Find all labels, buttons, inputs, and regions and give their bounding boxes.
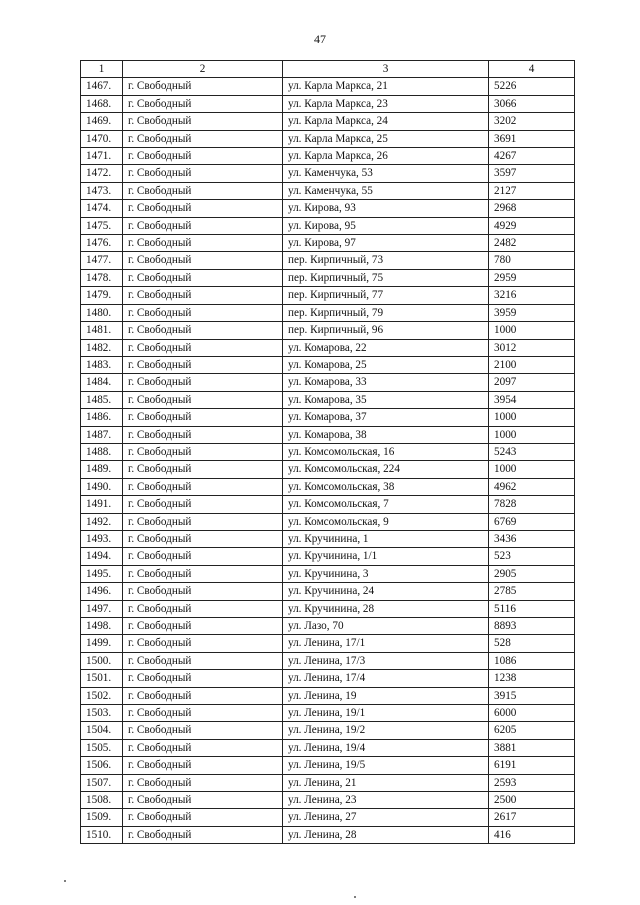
address-cell: ул. Кручинина, 1/1: [283, 548, 489, 565]
address-cell: ул. Ленина, 19: [283, 687, 489, 704]
value-cell: 4267: [489, 148, 575, 165]
city-cell: г. Свободный: [123, 391, 283, 408]
data-table: [80, 60, 575, 844]
table-row: [81, 600, 575, 617]
table-row: [81, 705, 575, 722]
city-cell: г. Свободный: [123, 652, 283, 669]
row-number: 1507.: [81, 774, 123, 791]
row-number: 1467.: [81, 78, 123, 95]
row-number: 1471.: [81, 148, 123, 165]
table-row: [81, 304, 575, 321]
table-row: [81, 148, 575, 165]
address-cell: ул. Комсомольская, 7: [283, 496, 489, 513]
city-cell: г. Свободный: [123, 705, 283, 722]
scan-speck: [354, 896, 356, 898]
city-cell: г. Свободный: [123, 670, 283, 687]
table-row: [81, 652, 575, 669]
row-number: 1494.: [81, 548, 123, 565]
value-cell: 5116: [489, 600, 575, 617]
table-row: [81, 200, 575, 217]
address-cell: ул. Комарова, 35: [283, 391, 489, 408]
row-number: 1498.: [81, 618, 123, 635]
row-number: 1485.: [81, 391, 123, 408]
city-cell: г. Свободный: [123, 200, 283, 217]
value-cell: 1000: [489, 409, 575, 426]
row-number: 1487.: [81, 426, 123, 443]
row-number: 1491.: [81, 496, 123, 513]
table-row: [81, 426, 575, 443]
value-cell: 416: [489, 826, 575, 843]
value-cell: 4962: [489, 478, 575, 495]
city-cell: г. Свободный: [123, 339, 283, 356]
city-cell: г. Свободный: [123, 496, 283, 513]
address-cell: ул. Комсомольская, 16: [283, 443, 489, 460]
row-number: 1492.: [81, 513, 123, 530]
value-cell: 2097: [489, 374, 575, 391]
value-cell: 3881: [489, 739, 575, 756]
value-cell: 3216: [489, 287, 575, 304]
table-row: [81, 322, 575, 339]
city-cell: г. Свободный: [123, 287, 283, 304]
value-cell: 7828: [489, 496, 575, 513]
city-cell: г. Свободный: [123, 95, 283, 112]
row-number: 1478.: [81, 269, 123, 286]
table-row: [81, 774, 575, 791]
value-cell: 2785: [489, 583, 575, 600]
row-number: 1495.: [81, 565, 123, 582]
value-cell: 2905: [489, 565, 575, 582]
city-cell: г. Свободный: [123, 739, 283, 756]
table-row: [81, 269, 575, 286]
table-row: [81, 287, 575, 304]
value-cell: 528: [489, 635, 575, 652]
value-cell: 6191: [489, 757, 575, 774]
city-cell: г. Свободный: [123, 426, 283, 443]
city-cell: г. Свободный: [123, 583, 283, 600]
city-cell: г. Свободный: [123, 130, 283, 147]
table-row: [81, 409, 575, 426]
city-cell: г. Свободный: [123, 565, 283, 582]
table-row: [81, 252, 575, 269]
table-row: [81, 548, 575, 565]
row-number: 1482.: [81, 339, 123, 356]
address-cell: ул. Карла Маркса, 23: [283, 95, 489, 112]
value-cell: 1000: [489, 426, 575, 443]
city-cell: г. Свободный: [123, 217, 283, 234]
row-number: 1468.: [81, 95, 123, 112]
address-cell: ул. Ленина, 19/1: [283, 705, 489, 722]
row-number: 1479.: [81, 287, 123, 304]
row-number: 1496.: [81, 583, 123, 600]
table-row: [81, 826, 575, 843]
row-number: 1508.: [81, 792, 123, 809]
column-header-2: 2: [123, 61, 283, 78]
address-cell: ул. Ленина, 21: [283, 774, 489, 791]
row-number: 1472.: [81, 165, 123, 182]
table-row: [81, 130, 575, 147]
table-row: [81, 391, 575, 408]
address-cell: ул. Кирова, 93: [283, 200, 489, 217]
row-number: 1503.: [81, 705, 123, 722]
address-cell: ул. Карла Маркса, 26: [283, 148, 489, 165]
address-cell: ул. Ленина, 19/2: [283, 722, 489, 739]
city-cell: г. Свободный: [123, 530, 283, 547]
value-cell: 5226: [489, 78, 575, 95]
value-cell: 2127: [489, 182, 575, 199]
row-number: 1497.: [81, 600, 123, 617]
row-number: 1490.: [81, 478, 123, 495]
city-cell: г. Свободный: [123, 809, 283, 826]
city-cell: г. Свободный: [123, 356, 283, 373]
address-cell: ул. Комсомольская, 224: [283, 461, 489, 478]
table-row: [81, 478, 575, 495]
address-cell: ул. Каменчука, 55: [283, 182, 489, 199]
value-cell: 2968: [489, 200, 575, 217]
row-number: 1484.: [81, 374, 123, 391]
address-cell: ул. Кручинина, 1: [283, 530, 489, 547]
table-row: [81, 565, 575, 582]
row-number: 1489.: [81, 461, 123, 478]
city-cell: г. Свободный: [123, 635, 283, 652]
row-number: 1477.: [81, 252, 123, 269]
row-number: 1474.: [81, 200, 123, 217]
row-number: 1509.: [81, 809, 123, 826]
column-header-1: 1: [81, 61, 123, 78]
value-cell: 8893: [489, 618, 575, 635]
value-cell: 780: [489, 252, 575, 269]
address-cell: ул. Каменчука, 53: [283, 165, 489, 182]
table-row: [81, 182, 575, 199]
city-cell: г. Свободный: [123, 235, 283, 252]
row-number: 1502.: [81, 687, 123, 704]
city-cell: г. Свободный: [123, 774, 283, 791]
value-cell: 4929: [489, 217, 575, 234]
table-row: [81, 217, 575, 234]
address-cell: ул. Кручинина, 24: [283, 583, 489, 600]
value-cell: 523: [489, 548, 575, 565]
table-row: [81, 792, 575, 809]
address-cell: ул. Комарова, 22: [283, 339, 489, 356]
address-cell: ул. Ленина, 23: [283, 792, 489, 809]
city-cell: г. Свободный: [123, 792, 283, 809]
scan-speck: [64, 880, 66, 882]
address-cell: пер. Кирпичный, 73: [283, 252, 489, 269]
address-cell: ул. Ленина, 17/4: [283, 670, 489, 687]
address-cell: ул. Комсомольская, 38: [283, 478, 489, 495]
table-row: [81, 635, 575, 652]
city-cell: г. Свободный: [123, 826, 283, 843]
address-cell: пер. Кирпичный, 96: [283, 322, 489, 339]
table-body: [81, 78, 575, 844]
address-cell: ул. Ленина, 17/1: [283, 635, 489, 652]
value-cell: 5243: [489, 443, 575, 460]
value-cell: 3959: [489, 304, 575, 321]
city-cell: г. Свободный: [123, 304, 283, 321]
table-row: [81, 722, 575, 739]
city-cell: г. Свободный: [123, 113, 283, 130]
table-row: [81, 530, 575, 547]
city-cell: г. Свободный: [123, 148, 283, 165]
row-number: 1510.: [81, 826, 123, 843]
value-cell: 1086: [489, 652, 575, 669]
value-cell: 2593: [489, 774, 575, 791]
column-header-4: 4: [489, 61, 575, 78]
table-row: [81, 670, 575, 687]
table-row: [81, 374, 575, 391]
address-cell: пер. Кирпичный, 75: [283, 269, 489, 286]
city-cell: г. Свободный: [123, 165, 283, 182]
city-cell: г. Свободный: [123, 548, 283, 565]
address-cell: ул. Кирова, 97: [283, 235, 489, 252]
table-row: [81, 95, 575, 112]
value-cell: 6205: [489, 722, 575, 739]
row-number: 1488.: [81, 443, 123, 460]
address-cell: ул. Ленина, 19/5: [283, 757, 489, 774]
table-row: [81, 165, 575, 182]
table-row: [81, 739, 575, 756]
address-cell: ул. Карла Маркса, 24: [283, 113, 489, 130]
table-row: [81, 356, 575, 373]
row-number: 1480.: [81, 304, 123, 321]
value-cell: 3597: [489, 165, 575, 182]
column-header-3: 3: [283, 61, 489, 78]
row-number: 1500.: [81, 652, 123, 669]
row-number: 1483.: [81, 356, 123, 373]
table-row: [81, 513, 575, 530]
city-cell: г. Свободный: [123, 269, 283, 286]
address-cell: ул. Карла Маркса, 21: [283, 78, 489, 95]
city-cell: г. Свободный: [123, 461, 283, 478]
city-cell: г. Свободный: [123, 600, 283, 617]
value-cell: 1000: [489, 322, 575, 339]
value-cell: 3012: [489, 339, 575, 356]
value-cell: 6769: [489, 513, 575, 530]
table-header-row: [81, 61, 575, 78]
city-cell: г. Свободный: [123, 252, 283, 269]
address-cell: ул. Комсомольская, 9: [283, 513, 489, 530]
city-cell: г. Свободный: [123, 757, 283, 774]
row-number: 1493.: [81, 530, 123, 547]
value-cell: 2500: [489, 792, 575, 809]
table-row: [81, 583, 575, 600]
table-row: [81, 757, 575, 774]
value-cell: 3436: [489, 530, 575, 547]
address-cell: ул. Карла Маркса, 25: [283, 130, 489, 147]
row-number: 1499.: [81, 635, 123, 652]
address-cell: ул. Лазо, 70: [283, 618, 489, 635]
city-cell: г. Свободный: [123, 374, 283, 391]
table-row: [81, 339, 575, 356]
address-cell: ул. Кручинина, 3: [283, 565, 489, 582]
city-cell: г. Свободный: [123, 322, 283, 339]
address-cell: ул. Ленина, 28: [283, 826, 489, 843]
city-cell: г. Свободный: [123, 478, 283, 495]
value-cell: 2100: [489, 356, 575, 373]
city-cell: г. Свободный: [123, 513, 283, 530]
city-cell: г. Свободный: [123, 722, 283, 739]
table-row: [81, 443, 575, 460]
address-cell: ул. Комарова, 25: [283, 356, 489, 373]
row-number: 1486.: [81, 409, 123, 426]
value-cell: 3202: [489, 113, 575, 130]
row-number: 1469.: [81, 113, 123, 130]
value-cell: 1238: [489, 670, 575, 687]
address-cell: ул. Кручинина, 28: [283, 600, 489, 617]
table-row: [81, 618, 575, 635]
city-cell: г. Свободный: [123, 618, 283, 635]
page-number: 47: [314, 32, 326, 46]
row-number: 1470.: [81, 130, 123, 147]
row-number: 1481.: [81, 322, 123, 339]
address-cell: пер. Кирпичный, 77: [283, 287, 489, 304]
row-number: 1505.: [81, 739, 123, 756]
row-number: 1473.: [81, 182, 123, 199]
city-cell: г. Свободный: [123, 78, 283, 95]
table-row: [81, 496, 575, 513]
table-row: [81, 235, 575, 252]
value-cell: 2617: [489, 809, 575, 826]
value-cell: 3691: [489, 130, 575, 147]
row-number: 1504.: [81, 722, 123, 739]
address-cell: ул. Комарова, 38: [283, 426, 489, 443]
city-cell: г. Свободный: [123, 687, 283, 704]
value-cell: 2482: [489, 235, 575, 252]
row-number: 1501.: [81, 670, 123, 687]
table-row: [81, 461, 575, 478]
address-cell: пер. Кирпичный, 79: [283, 304, 489, 321]
city-cell: г. Свободный: [123, 409, 283, 426]
value-cell: 6000: [489, 705, 575, 722]
value-cell: 2959: [489, 269, 575, 286]
city-cell: г. Свободный: [123, 443, 283, 460]
address-cell: ул. Ленина, 27: [283, 809, 489, 826]
value-cell: 3066: [489, 95, 575, 112]
row-number: 1506.: [81, 757, 123, 774]
row-number: 1476.: [81, 235, 123, 252]
value-cell: 3915: [489, 687, 575, 704]
address-cell: ул. Комарова, 33: [283, 374, 489, 391]
value-cell: 3954: [489, 391, 575, 408]
row-number: 1475.: [81, 217, 123, 234]
address-cell: ул. Ленина, 17/3: [283, 652, 489, 669]
table-row: [81, 809, 575, 826]
city-cell: г. Свободный: [123, 182, 283, 199]
address-cell: ул. Ленина, 19/4: [283, 739, 489, 756]
address-cell: ул. Кирова, 95: [283, 217, 489, 234]
table-row: [81, 78, 575, 95]
table-row: [81, 113, 575, 130]
table-row: [81, 687, 575, 704]
address-cell: ул. Комарова, 37: [283, 409, 489, 426]
value-cell: 1000: [489, 461, 575, 478]
